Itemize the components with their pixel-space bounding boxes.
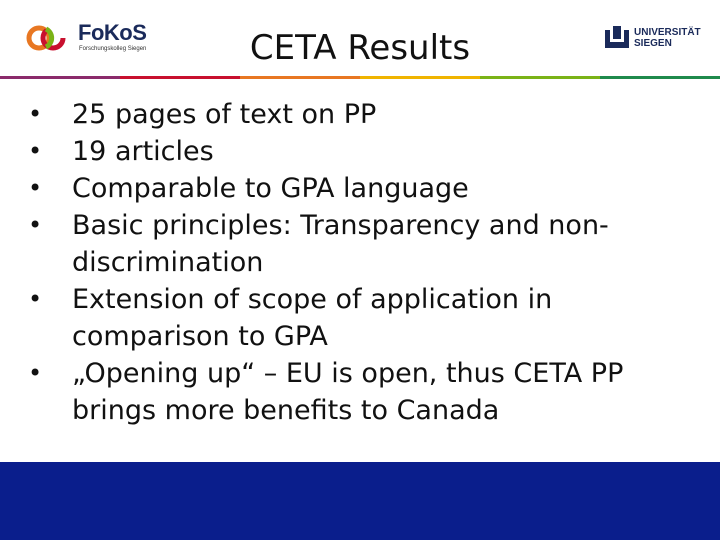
slide-body — [28, 96, 688, 429]
divider-segment — [120, 76, 240, 79]
bullet-point: • — [28, 285, 43, 313]
bullet-text: Comparable to GPA language — [72, 173, 469, 204]
divider-segment — [240, 76, 360, 79]
bullet-text: „Opening up“ – EU is open, thus CETA PP brings more benefits to Canada — [72, 358, 624, 426]
bullet-text: Basic principles: Transparency and non-discrimination — [72, 210, 609, 278]
bullet-text: 19 articles — [72, 136, 214, 167]
university-emblem-icon — [604, 24, 630, 50]
bullet-item — [28, 96, 688, 133]
bullet-list — [28, 96, 688, 429]
university-name — [634, 27, 701, 49]
bullet-point: • — [28, 100, 43, 128]
bullet-point: • — [28, 137, 43, 165]
university-name-line2: SIEGEN — [634, 38, 672, 49]
slide-header — [0, 0, 720, 80]
bullet-item — [28, 281, 688, 355]
bullet-text: Extension of scope of application in comparison to GPA — [72, 284, 553, 352]
divider-segment — [600, 76, 720, 79]
divider-segment — [480, 76, 600, 79]
university-name-line1: UNIVERSITÄT — [634, 27, 701, 38]
bullet-point: • — [28, 359, 43, 387]
bullet-point: • — [28, 174, 43, 202]
page-title: CETA Results — [249, 28, 471, 68]
bullet-item — [28, 170, 688, 207]
header-divider — [0, 76, 720, 79]
bullet-text: 25 pages of text on PP — [72, 99, 377, 130]
divider-segment — [0, 76, 120, 79]
divider-segment — [360, 76, 480, 79]
fokos-subtitle: Forschungskolleg Siegen — [79, 46, 147, 52]
university-siegen-logo — [604, 24, 714, 58]
fokos-name: FoKoS — [78, 20, 147, 45]
bullet-item — [28, 355, 688, 429]
bullet-point: • — [28, 211, 43, 239]
bullet-item — [28, 133, 688, 170]
bullet-item — [28, 207, 688, 281]
footer-bar — [0, 462, 720, 540]
